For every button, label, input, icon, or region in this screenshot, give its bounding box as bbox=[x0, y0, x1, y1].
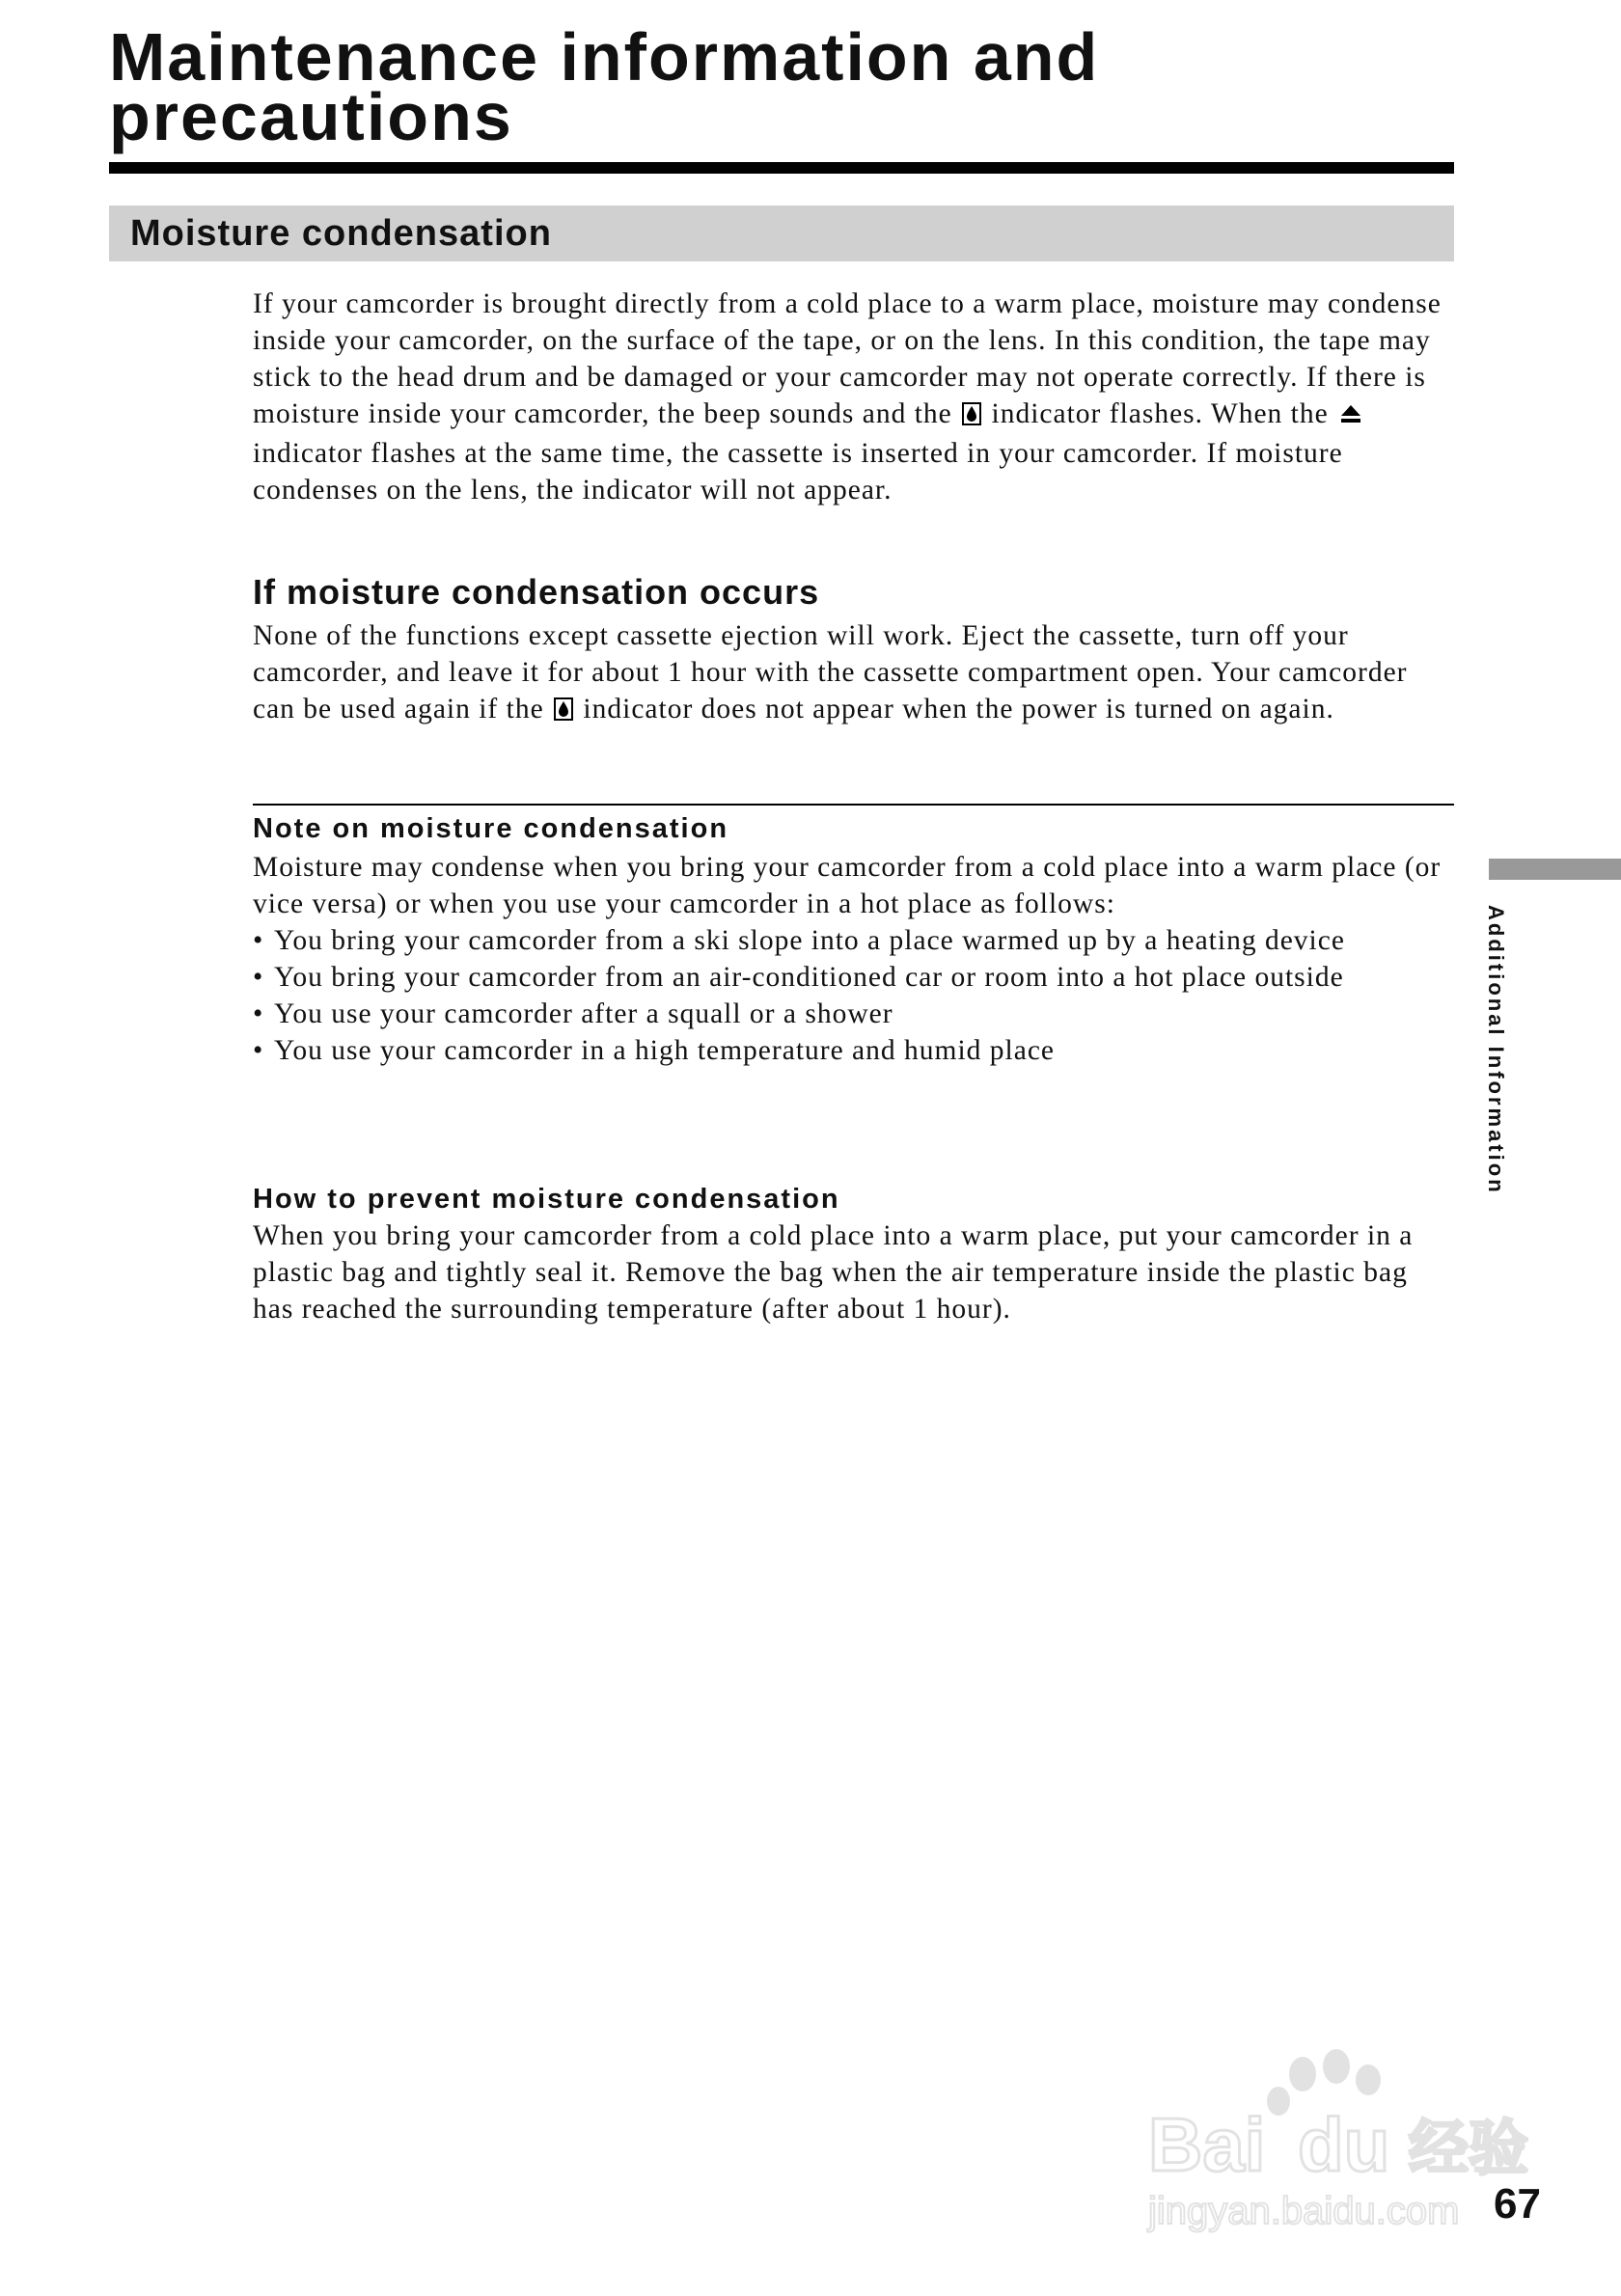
list-item-text: You bring your camcorder from a ski slope into a place warmed up by a heating device bbox=[274, 925, 1345, 956]
bullet-marker: • bbox=[253, 962, 264, 993]
side-section-label: Additional Information bbox=[1484, 905, 1508, 1195]
side-tab-marker bbox=[1489, 859, 1621, 880]
bullet-marker: • bbox=[253, 925, 264, 956]
section-heading-bar bbox=[109, 205, 1454, 261]
note-heading-prevent: How to prevent moisture condensation bbox=[253, 1184, 840, 1215]
list-item bbox=[253, 959, 1454, 996]
bullet-marker: • bbox=[253, 998, 264, 1029]
intro-text-1: If your camcorder is brought directly from a cold place to a warm place, moisture may condense inside your camcorder, on the surface of the tape, or on the lens. In this condition, the tape may stick to the head drum and be damaged or your camcorder may not operate correctly. If there is moisture inside your camcorder, the beep sounds and the bbox=[253, 288, 1442, 429]
svg-text:Bai: Bai bbox=[1148, 2102, 1266, 2187]
bullet-marker: • bbox=[253, 1035, 264, 1066]
svg-text:du: du bbox=[1298, 2102, 1390, 2187]
sub-heading-occurs: If moisture condensation occurs bbox=[253, 572, 820, 612]
intro-text-2: indicator flashes. When the bbox=[991, 398, 1329, 429]
intro-text-3: indicator flashes at the same time, the cassette is inserted in your camcorder. If moisture condenses on the lens, the indicator will not appear. bbox=[253, 438, 1343, 506]
svg-text:jingyan.baidu.com: jingyan.baidu.com bbox=[1148, 2190, 1460, 2232]
baidu-watermark-logo bbox=[1139, 2045, 1544, 2238]
notes-divider bbox=[253, 804, 1454, 806]
note-condensation-paragraph: Moisture may condense when you bring your camcorder from a cold place into a warm place (or vice versa) or when you use your camcorder in a hot place as follows: bbox=[253, 852, 1442, 919]
moisture-indicator-icon bbox=[962, 398, 981, 435]
list-item-text: You use your camcorder in a high temperature and humid place bbox=[274, 1035, 1056, 1066]
eject-indicator-icon bbox=[1338, 398, 1363, 435]
section-heading: Moisture condensation bbox=[130, 213, 552, 254]
occurs-text-1: None of the functions except cassette ejection will work. Eject the cassette, turn off your camcorder, and leave it for about 1 hour with the cassette compartment open. Your camcorder can be used again if the bbox=[253, 620, 1408, 724]
moisture-indicator-icon bbox=[554, 694, 573, 730]
list-item bbox=[253, 996, 1454, 1032]
list-item-text: You bring your camcorder from an air-conditioned car or room into a hot place outside bbox=[274, 962, 1344, 993]
condensation-cases-list bbox=[253, 922, 1454, 1069]
list-item bbox=[253, 922, 1454, 959]
prevent-paragraph: When you bring your camcorder from a cold place into a warm place, put your camcorder in a plastic bag and tightly seal it. Remove the bag when the air temperature inside the plastic bag has reached the surrounding temperature (after about 1 hour). bbox=[253, 1220, 1414, 1325]
list-item-text: You use your camcorder after a squall or a shower bbox=[274, 998, 893, 1029]
page-number: 67 bbox=[1494, 2180, 1541, 2228]
intro-paragraph bbox=[253, 286, 1454, 508]
title-rule bbox=[109, 162, 1454, 174]
note-heading-condensation: Note on moisture condensation bbox=[253, 813, 729, 844]
occurs-paragraph bbox=[253, 617, 1454, 730]
page-title: Maintenance information and precautions bbox=[109, 19, 1100, 154]
svg-text:经验: 经验 bbox=[1409, 2113, 1529, 2183]
occurs-text-2: indicator does not appear when the power is turned on again. bbox=[583, 694, 1334, 724]
list-item bbox=[253, 1032, 1454, 1069]
